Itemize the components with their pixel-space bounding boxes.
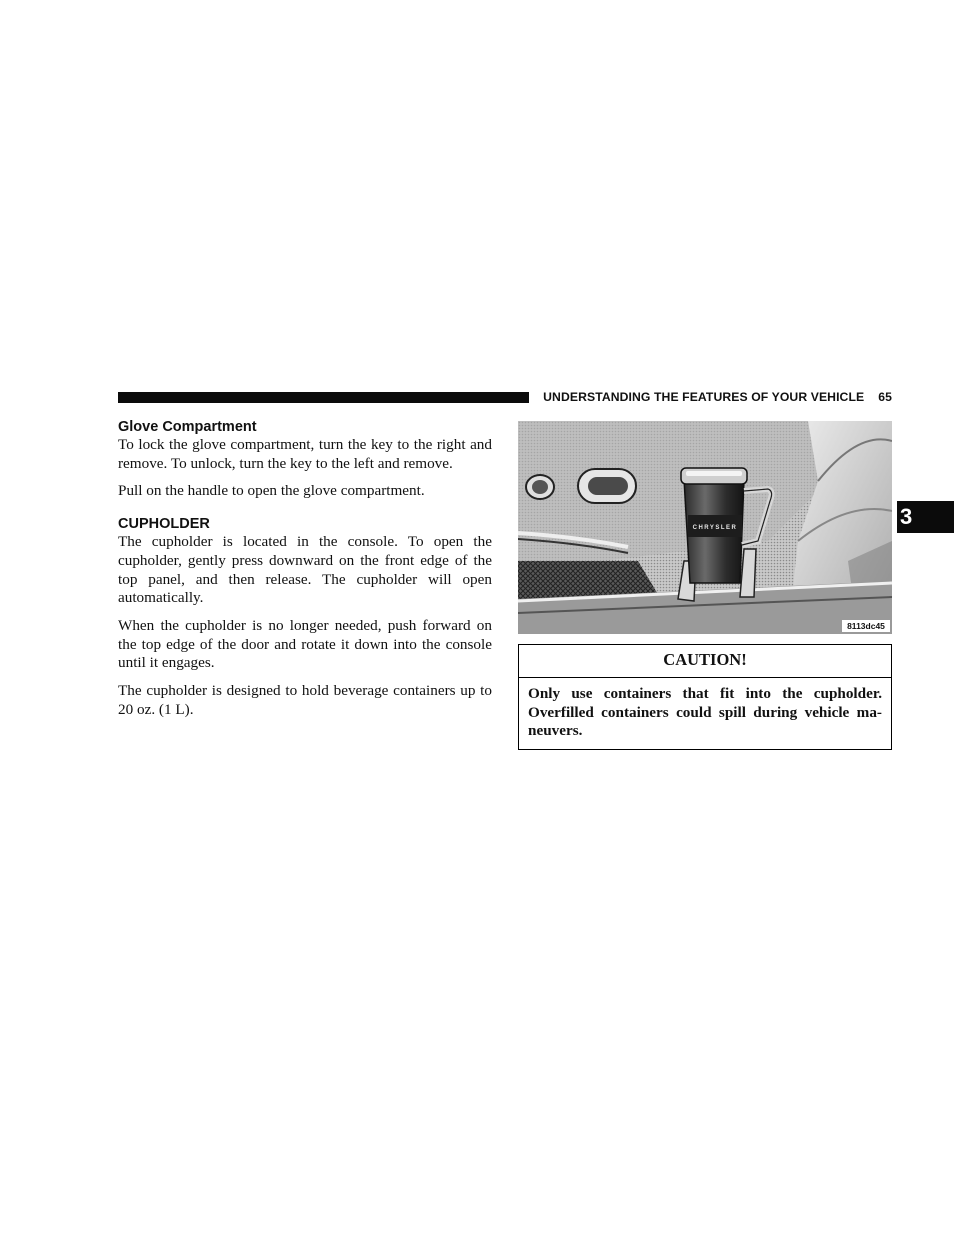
figure-code: 8113dc45 (847, 621, 885, 631)
page-number: 65 (878, 390, 892, 404)
section-heading-glove: Glove Compartment (118, 419, 257, 435)
mug-brand-text: CHRYSLER (692, 525, 738, 531)
paragraph: Pull on the handle to open the glove compartment. (118, 482, 425, 500)
running-header (538, 390, 892, 404)
cupholder-photo (518, 421, 892, 634)
paragraph: To lock the glove compartment, turn the key to the right and remove. To unlock, turn the key to the left and remove. (118, 436, 492, 472)
paragraph: The cupholder is located in the console. To open the cupholder, gently press downward on the front edge of the top panel, and then release. The cupholder will open automatically. (118, 533, 492, 607)
caution-box (518, 644, 892, 750)
left-column (118, 418, 492, 719)
paragraph: When the cupholder is no longer needed, push forward on the top edge of the door and rotate it down into the console until it engages. (118, 616, 492, 672)
header-title: UNDERSTANDING THE FEATURES OF YOUR VEHICLE (543, 390, 865, 404)
caution-title: CAUTION! (519, 645, 891, 678)
header-rule (118, 392, 529, 403)
chapter-tab: 3 (897, 501, 954, 533)
caution-text: Only use containers that fit into the cupholder. Overfilled containers could spill during vehicle ma-neuvers. (528, 685, 882, 740)
paragraph: The cupholder is designed to hold beverage containers up to 20 oz. (1 L). (118, 682, 492, 718)
section-heading-cupholder: CUPHOLDER (118, 516, 210, 533)
